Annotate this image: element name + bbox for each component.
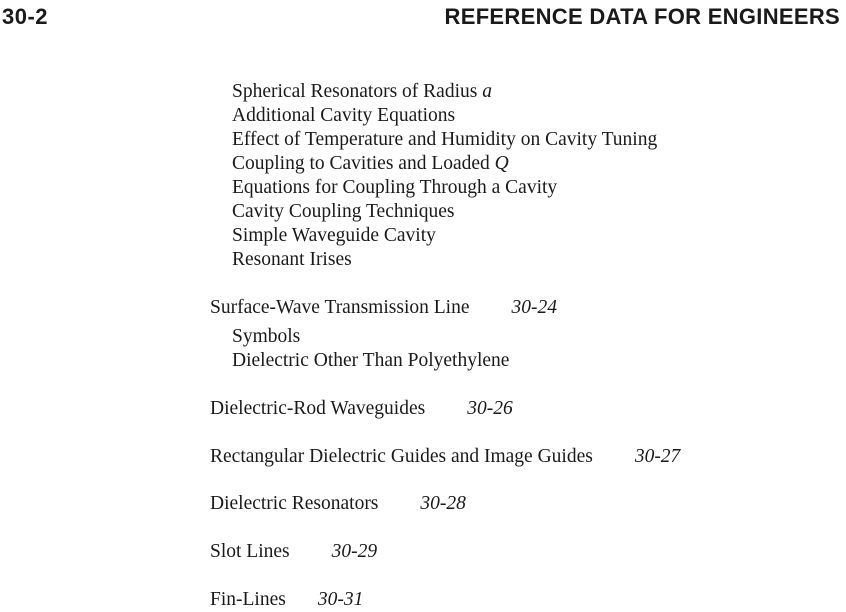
toc-entry-title: Dielectric-Rod Waveguides	[210, 398, 426, 419]
toc-entry-page: 30-24	[511, 297, 557, 318]
toc-entry-dielectric-resonators	[210, 492, 466, 516]
toc-subentry-dielectric-other	[232, 349, 509, 373]
toc-subentry-text: Dielectric Other Than Polyethylene	[232, 350, 510, 371]
toc-entry-title: Slot Lines	[210, 541, 290, 562]
toc-subentry-text: Additional Cavity Equations	[232, 105, 456, 126]
toc-subentry-text: Coupling to Cavities and Loaded	[232, 153, 495, 174]
toc-entry-page: 30-31	[317, 589, 364, 610]
toc-subentry-additional-cavity-equations	[232, 104, 455, 128]
toc-entry-title: Rectangular Dielectric Guides and Image Guides	[210, 446, 593, 467]
toc-entry-fin-lines	[210, 588, 363, 612]
toc-subentry-text: Resonant Irises	[232, 249, 352, 270]
toc-subentry-text: Effect of Temperature and Humidity on Cavity Tuning	[232, 129, 658, 150]
toc-subentry-coupling-through-cavity	[232, 176, 557, 200]
toc-subentry-cavity-coupling-techniques	[232, 200, 455, 224]
toc-subentry-text: Spherical Resonators of Radius	[232, 81, 483, 102]
toc-subentry-text: Equations for Coupling Through a Cavity	[232, 177, 558, 198]
toc-entry-title: Surface-Wave Transmission Line	[210, 297, 470, 318]
toc-subentry-coupling-loaded-q	[232, 152, 509, 176]
toc-entry-page: 30-27	[634, 446, 681, 467]
toc-entry-page: 30-28	[420, 493, 466, 514]
page-number: 30-2	[2, 4, 49, 29]
toc-entry-title: Fin-Lines	[210, 589, 286, 610]
toc-entry-page: 30-29	[331, 541, 378, 562]
toc-subentry-text: Cavity Coupling Techniques	[232, 201, 455, 222]
toc-subentry-text: Symbols	[232, 326, 301, 347]
toc-entry-page: 30-26	[467, 398, 513, 419]
toc-subentry-temperature-humidity	[232, 128, 657, 152]
toc-subentry-symbols	[232, 325, 300, 349]
toc-subentry-symbol: a	[482, 81, 492, 102]
toc-entry-slot-lines	[210, 540, 377, 564]
toc-entry-dielectric-rod-waveguides	[210, 397, 513, 421]
toc-entry-rectangular-dielectric-guides	[210, 445, 680, 469]
toc-subentry-symbol: Q	[494, 153, 509, 174]
toc-subentry-spherical-resonators	[232, 80, 492, 104]
toc-subentry-text: Simple Waveguide Cavity	[232, 225, 436, 246]
toc-subentry-resonant-irises	[232, 248, 352, 272]
running-title: REFERENCE DATA FOR ENGINEERS	[444, 4, 840, 29]
toc-entry-title: Dielectric Resonators	[210, 493, 379, 514]
toc-subentry-simple-waveguide-cavity	[232, 224, 436, 248]
toc-entry-surface-wave-line	[210, 296, 557, 320]
